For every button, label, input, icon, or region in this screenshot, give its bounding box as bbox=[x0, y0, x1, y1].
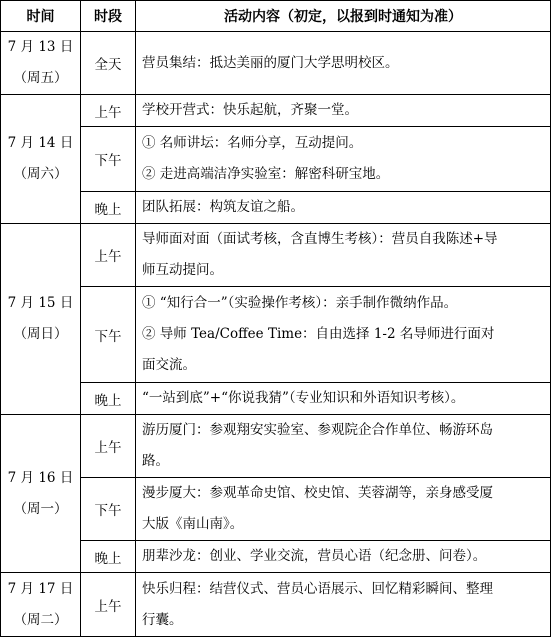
date-cell bbox=[1, 415, 81, 573]
slot-cell: 晚上 bbox=[81, 541, 136, 573]
activity-line: ① 名师讲坛：名师分享，互动提问。 bbox=[142, 135, 363, 151]
activity-cell bbox=[136, 32, 551, 95]
activity-line: ② 走进高端洁净实验室：解密科研宝地。 bbox=[142, 166, 390, 182]
header-date: 时间 bbox=[1, 1, 81, 32]
schedule-row bbox=[1, 383, 551, 415]
activity-line: 游历厦门：参观翔安实验室、参观院企合作单位、畅游环岛 bbox=[142, 422, 493, 438]
date-cell bbox=[1, 95, 81, 224]
date-text: 7 月 16 日 bbox=[7, 469, 74, 486]
activity-line: 路。 bbox=[142, 453, 169, 469]
activity-line: 师互动提问。 bbox=[142, 262, 223, 278]
activity-cell bbox=[136, 287, 551, 383]
date-text: 7 月 14 日 bbox=[7, 135, 74, 151]
date-cell bbox=[1, 573, 81, 637]
schedule-row bbox=[1, 192, 551, 224]
activity-cell bbox=[136, 573, 551, 637]
activity-cell bbox=[136, 224, 551, 287]
weekday-text: （周五） bbox=[13, 70, 68, 86]
activity-line: 朋辈沙龙：创业、学业交流，营员心语（纪念册、问卷）。 bbox=[142, 548, 487, 564]
slot-cell: 晚上 bbox=[81, 192, 136, 224]
schedule-row bbox=[1, 415, 551, 478]
weekday-text: （周一） bbox=[13, 500, 68, 517]
weekday-text: （周六） bbox=[13, 166, 68, 182]
activity-cell bbox=[136, 127, 551, 192]
activity-line: 营员集结：抵达美丽的厦门大学思明校区。 bbox=[142, 54, 399, 71]
activity-line: 面交流。 bbox=[142, 357, 196, 373]
activity-line: 漫步厦大：参观革命史馆、校史馆、芙蓉湖等，亲身感受厦 bbox=[142, 485, 493, 501]
activity-line: 快乐归程：结营仪式、营员心语展示、回忆精彩瞬间、整理 bbox=[142, 580, 493, 597]
slot-cell: 晚上 bbox=[81, 383, 136, 415]
header-slot: 时段 bbox=[81, 1, 136, 32]
schedule-row bbox=[1, 224, 551, 287]
weekday-text: （周二） bbox=[13, 611, 68, 628]
slot-cell: 上午 bbox=[81, 573, 136, 637]
slot-cell: 上午 bbox=[81, 224, 136, 287]
header-activity: 活动内容（初定，以报到时通知为准） bbox=[136, 1, 551, 32]
activity-line: ① “知行合一”（实验操作考核）：亲手制作微纳作品。 bbox=[142, 295, 458, 311]
date-text: 7 月 17 日 bbox=[7, 580, 74, 597]
header-row bbox=[1, 1, 551, 32]
date-text: 7 月 13 日 bbox=[7, 39, 74, 55]
activity-line: 学校开营式：快乐起航，齐聚一堂。 bbox=[142, 102, 358, 118]
activity-line: 行囊。 bbox=[142, 611, 183, 628]
activity-line: 大版《南山南》。 bbox=[142, 516, 244, 532]
date-cell bbox=[1, 32, 81, 95]
activity-cell bbox=[136, 383, 551, 415]
activity-line: “一站到底”+“你说我猜”（专业知识和外语知识考核）。 bbox=[142, 390, 465, 406]
slot-cell: 上午 bbox=[81, 95, 136, 127]
slot-cell: 全天 bbox=[81, 32, 136, 95]
activity-line: 导师面对面（面试考核，含直博生考核）：营员自我陈述+导 bbox=[142, 231, 498, 247]
activity-cell bbox=[136, 192, 551, 224]
schedule-row bbox=[1, 478, 551, 541]
schedule-row bbox=[1, 541, 551, 573]
activity-line: 团队拓展：构筑友谊之船。 bbox=[142, 199, 304, 215]
activity-cell bbox=[136, 541, 551, 573]
date-text: 7 月 15 日 bbox=[7, 295, 74, 311]
schedule-row bbox=[1, 95, 551, 127]
activity-cell bbox=[136, 415, 551, 478]
activity-cell bbox=[136, 478, 551, 541]
schedule-row bbox=[1, 573, 551, 637]
weekday-text: （周日） bbox=[13, 326, 68, 342]
slot-cell: 下午 bbox=[81, 478, 136, 541]
schedule-row bbox=[1, 287, 551, 383]
activity-cell bbox=[136, 95, 551, 127]
slot-cell: 下午 bbox=[81, 127, 136, 192]
date-cell bbox=[1, 224, 81, 415]
schedule-row bbox=[1, 32, 551, 95]
slot-cell: 下午 bbox=[81, 287, 136, 383]
activity-line: ② 导师 Tea/Coffee Time：自由选择 1-2 名导师进行面对 bbox=[142, 326, 495, 342]
schedule-row bbox=[1, 127, 551, 192]
slot-cell: 上午 bbox=[81, 415, 136, 478]
